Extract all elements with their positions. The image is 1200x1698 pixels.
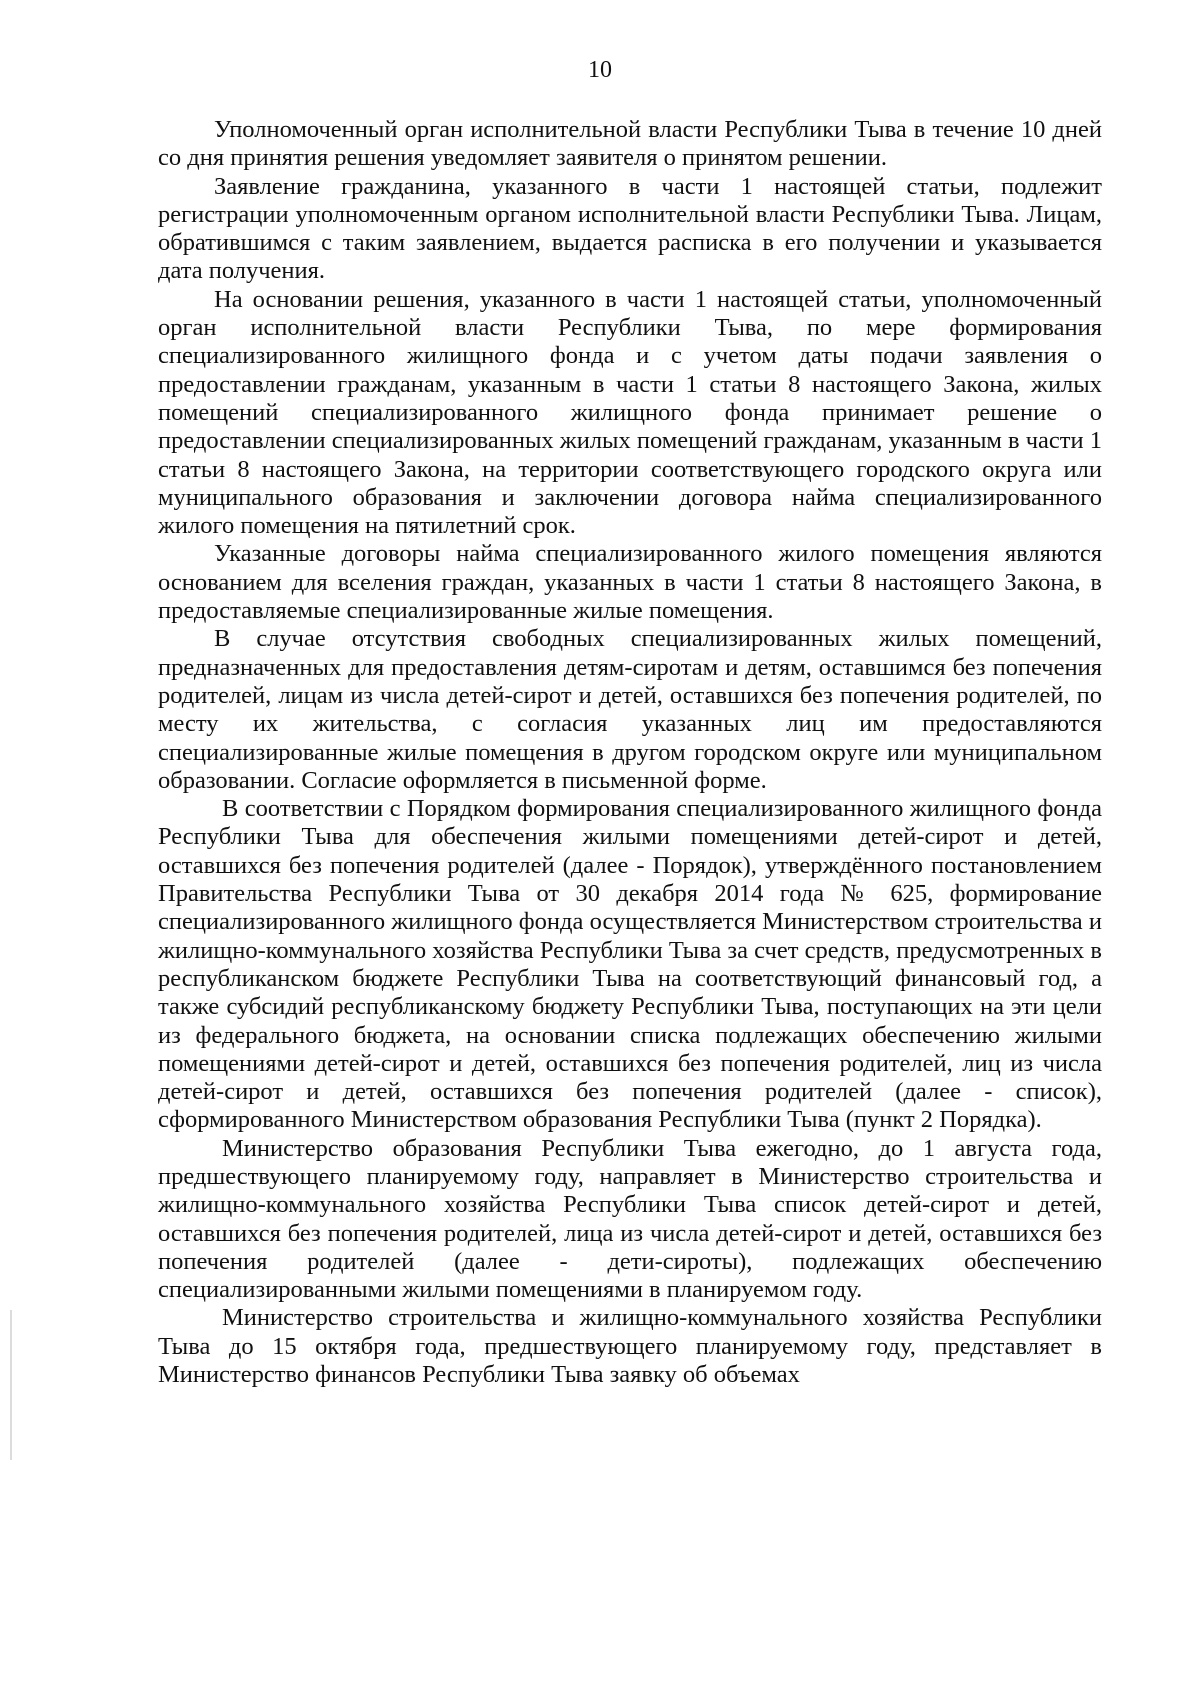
page-number: 10 bbox=[588, 57, 612, 83]
scan-edge-mark bbox=[10, 1310, 12, 1460]
paragraph-notification: Уполномоченный орган исполнительной власти Республики Тыва в течение 10 дней со дня принятия решения уведомляет заявителя о принятом решении. bbox=[158, 116, 1102, 172]
paragraph-procedure: В соответствии с Порядком формирования специализированного жилищного фонда Республики Тыва для обеспечения жилыми помещениями детей-сирот и детей, оставшихся без попечения родителей (далее - Порядок), утверждённого постановлением Правительства Республики Тыва от 30 декабря 2014 года № 625, формирование специализированного жилищного фонда осуществляется Министерством строительства и жилищно-коммунального хозяйства Республики Тыва за счет средств, предусмотренных в республиканском бюджете Республики Тыва на соответствующий финансовый год, а также субсидий республиканскому бюджету Республики Тыва, поступающих на эти цели из федерального бюджета, на основании списка подлежащих обеспечению жилыми помещениями детей-сирот и детей, оставшихся без попечения родителей, лиц из числа детей-сирот и детей, оставшихся без попечения родителей (далее - список), сформированного Министерством образования Республики Тыва (пункт 2 Порядка). bbox=[158, 795, 1102, 1134]
paragraph-lease-agreements: Указанные договоры найма специализированного жилого помещения являются основанием для вселения граждан, указанных в части 1 статьи 8 настоящего Закона, в предоставляемые специализированные жилые помещения. bbox=[158, 540, 1102, 625]
paragraph-ministry-construction: Министерство строительства и жилищно-коммунального хозяйства Республики Тыва до 15 октября года, предшествующего планируемому году, представляет в Министерство финансов Республики Тыва заявку об объемах bbox=[158, 1304, 1102, 1389]
paragraph-ministry-education: Министерство образования Республики Тыва ежегодно, до 1 августа года, предшествующего планируемому году, направляет в Министерство строительства и жилищно-коммунального хозяйства Республики Тыва список детей-сирот и детей, оставшихся без попечения родителей, лица из числа детей-сирот и детей, оставшихся без попечения родителей (далее - дети-сироты), подлежащих обеспечению специализированными жилыми помещениями в планируемом году. bbox=[158, 1134, 1102, 1304]
document-body bbox=[158, 116, 1102, 1389]
paragraph-decision-basis: На основании решения, указанного в части 1 настоящей статьи, уполномоченный орган исполнительной власти Республики Тыва, по мере формирования специализированного жилищного фонда и с учетом даты подачи заявления о предоставлении гражданам, указанным в части 1 статьи 8 настоящего Закона, жилых помещений специализированного жилищного фонда принимает решение о предоставлении специализированных жилых помещений гражданам, указанным в части 1 статьи 8 настоящего Закона, на территории соответствующего городского округа или муниципального образования и заключении договора найма специализированного жилого помещения на пятилетний срок. bbox=[158, 285, 1103, 540]
paragraph-application-registration: Заявление гражданина, указанного в части 1 настоящей статьи, подлежит регистрации уполномоченным органом исполнительной власти Республики Тыва. Лицам, обратившимся с таким заявлением, выдается расписка в его получении и указывается дата получения. bbox=[158, 172, 1102, 285]
paragraph-no-free-housing: В случае отсутствия свободных специализированных жилых помещений, предназначенных для предоставления детям-сиротам и детям, оставшимся без попечения родителей, лицам из числа детей-сирот и детей, оставшихся без попечения родителей, по месту их жительства, с согласия указанных лиц им предоставляются специализированные жилые помещения в другом городском округе или муниципальном образовании. Согласие оформляется в письменной форме. bbox=[158, 625, 1102, 794]
